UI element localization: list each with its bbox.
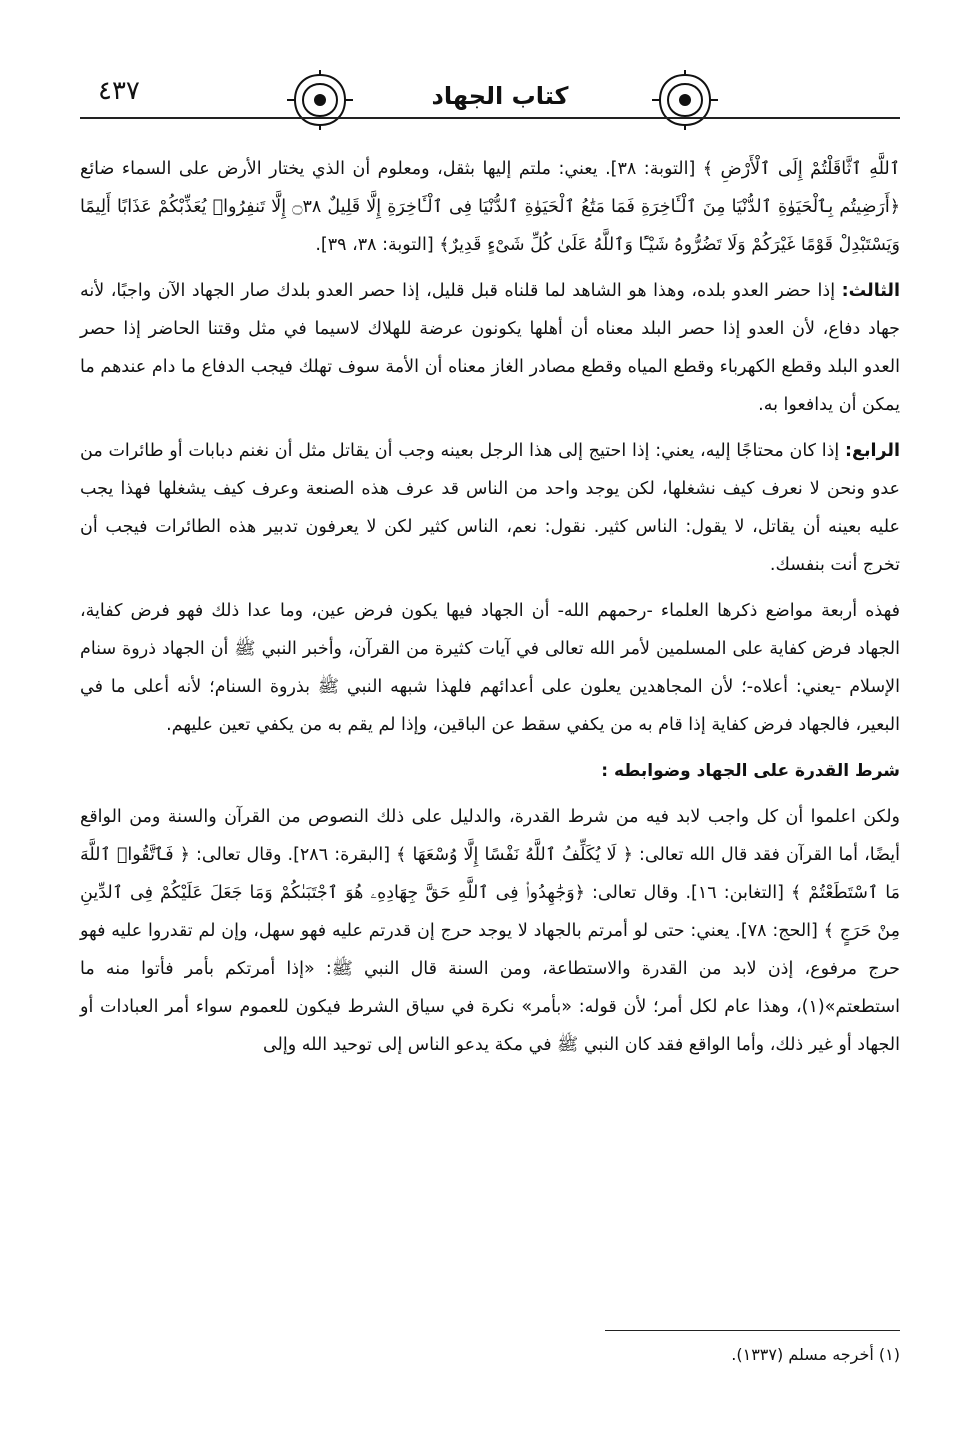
ornament-icon	[285, 70, 355, 130]
paragraph-text: إذا كان محتاجًا إليه، يعني: إذا احتيج إلى هذا الرجل بعينه وجب أن يقاتل مثل أن نغنم دبابات أو طائرات من عدو ونحن لا نعرف كيف نشغلها، لكن يوجد واحد من الناس قد عرف هذه الصنعة وعرف كيف يشغلها فهذا يجب عليه بعينه أن يقاتل، لا يقول: الناس كثير. نقول: نعم، الناس كثير لكن لا يعرفون تدبير هذه الطائرات فيجب أن تخرج أنت بنفسك.	[80, 441, 900, 575]
paragraph-lead: الرابع:	[845, 441, 900, 461]
paragraph-lead: الثالث:	[841, 281, 900, 301]
page-header	[80, 62, 900, 142]
paragraph-4: فهذه أربعة مواضع ذكرها العلماء -رحمهم الله- أن الجهاد فيها يكون فرض عين، وما عدا ذلك فهو فرض كفاية، الجهاد فرض كفاية على المسلمين لأمر الله تعالى في آيات كثيرة من القرآن، وأخبر النبي ﷺ أن الجهاد ذروة سنام الإسلام -يعني: أعلاه-؛ لأن المجاهدين يعلون على أعدائهم فلهذا شبهه النبي ﷺ بذروة السنام؛ لأنه أعلى ما في البعير، فالجهاد فرض كفاية إذا قام به من يكفي سقط عن الباقين، وإذا لم يقم به من يكفي تعين عليهم.	[80, 601, 900, 735]
chapter-title: كتاب الجهاد	[431, 82, 569, 110]
paragraph-text: إذا حضر العدو بلده، وهذا هو الشاهد لما قلناه قبل قليل، إذا حصر العدو بلدك صار الجهاد الآن واجبًا، لأنه جهاد دفاع، لأن العدو إذا حصر البلد معناه أن أهلها يكونون عرضة للهلاك لاسيما في مثل وقتنا الحاضر إذا حصر العدو البلد وقطع الكهرباء وقطع المياه وقطع مصادر الغاز معناه أن الأمة سوف تهلك فيجب الدفاع ما دام عندهم ما يمكن أن يدافعوا به.	[80, 281, 900, 415]
header-divider	[80, 117, 900, 119]
footnote-divider	[605, 1330, 900, 1331]
section-heading: شرط القدرة على الجهاد وضوابطه :	[601, 761, 900, 781]
footnote: (١) أخرجه مسلم (١٣٣٧).	[731, 1345, 900, 1364]
page-number: ٤٣٧	[98, 76, 140, 106]
main-text	[80, 150, 900, 1072]
paragraph-2	[80, 272, 900, 424]
paragraph-3	[80, 432, 900, 584]
paragraph-1: ٱللَّهِ ٱثَّاقَلْتُمْ إِلَى ٱلْأَرْضِ ﴾ [التوبة: ٣٨]. يعني: ملتم إليها بثقل، ومعلوم أن الذي يختار الأرض على السماء ضائع ﴿أَرَضِيتُم بِٱلْحَيَوٰةِ ٱلدُّنْيَا مِنَ ٱلْـَٔاخِرَةِ فَمَا مَتَٰعُ ٱلْحَيَوٰةِ ٱلدُّنْيَا فِى ٱلْـَٔاخِرَةِ إِلَّا قَلِيلٌ ۝٣٨ إِلَّا تَنفِرُوا۟ يُعَذِّبْكُمْ عَذَابًا أَلِيمًا وَيَسْتَبْدِلْ قَوْمًا غَيْرَكُمْ وَلَا تَضُرُّوهُ شَيْـًٔا وَٱللَّهُ عَلَىٰ كُلِّ شَىْءٍ قَدِيرٌ﴾ [التوبة: ٣٨، ٣٩].	[80, 159, 900, 255]
ornament-icon	[650, 70, 720, 130]
paragraph-5: ولكن اعلموا أن كل واجب لابد فيه من شرط القدرة، والدليل على ذلك النصوص من القرآن والسنة ومن الواقع أيضًا، أما القرآن فقد قال الله تعالى: ﴿ لَا يُكَلِّفُ ٱللَّهُ نَفْسًا إِلَّا وُسْعَهَا ﴾ [البقرة: ٢٨٦]. وقال تعالى: ﴿ فَٱتَّقُوا۟ ٱللَّهَ مَا ٱسْتَطَعْتُمْ ﴾ [التغابن: ١٦]. وقال تعالى: ﴿وَجَٰهِدُوا۟ فِى ٱللَّهِ حَقَّ جِهَادِهِۦ هُوَ ٱجْتَبَىٰكُمْ وَمَا جَعَلَ عَلَيْكُمْ فِى ٱلدِّينِ مِنْ حَرَجٍ ﴾ [الحج: ٧٨]. يعني: حتى لو أمرتم بالجهاد لا يوجد حرج إن قدرتم عليه فهو سهل، وإن لم تقدروا عليه فهو حرج مرفوع، إذن لابد من القدرة والاستطاعة، ومن السنة قال النبي ﷺ: «إذا أمرتكم بأمر فأتوا منه ما استطعتم»(١)، وهذا عام لكل أمر؛ لأن قوله: «بأمر» نكرة في سياق الشرط فيكون للعموم سواء أمر العبادات أو الجهاد أو غير ذلك، وأما الواقع فقد كان النبي ﷺ في مكة يدعو الناس إلى توحيد الله وإلى	[80, 807, 901, 1055]
